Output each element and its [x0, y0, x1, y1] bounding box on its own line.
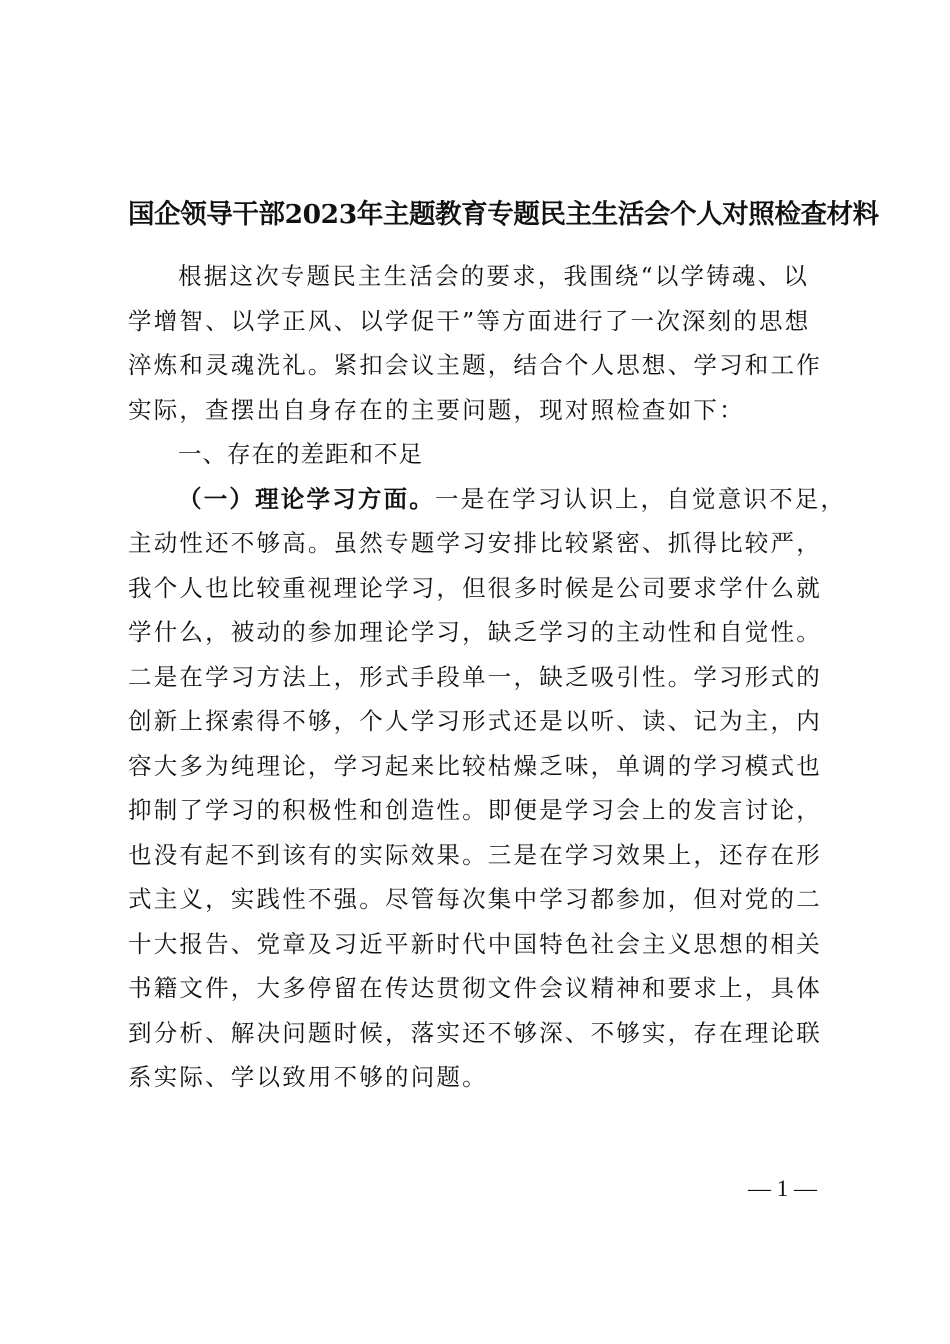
body-line: 十大报告、党章及习近平新时代中国特色社会主义思想的相关 — [128, 929, 822, 958]
body-line: 抑制了学习的积极性和创造性。即便是学习会上的发言讨论， — [128, 796, 822, 824]
page-number: — 1 — — [748, 1176, 817, 1201]
body-line: 我个人也比较重视理论学习，但很多时候是公司要求学什么就 — [128, 573, 822, 602]
body-line: 二是在学习方法上，形式手段单一，缺乏吸引性。学习形式的 — [128, 662, 822, 691]
body-line: 书籍文件，大多停留在传达贯彻文件会议精神和要求上，具体 — [128, 974, 822, 1002]
subsection-label: （一）理论学习方面。 — [178, 484, 435, 513]
body-line: 学什么，被动的参加理论学习，缺乏学习的主动性和自觉性。 — [128, 618, 822, 646]
document-title: 国企领导干部2023年主题教育专题民主生活会个人对照检查材料 — [128, 199, 879, 230]
body-line: 式主义，实践性不强。尽管每次集中学习都参加，但对党的二 — [128, 885, 822, 913]
intro-line: 根据这次专题民主生活会的要求，我围绕“以学铸魂、以 — [178, 262, 810, 290]
body-line: 容大多为纯理论，学习起来比较枯燥乏味，单调的学习模式也 — [128, 751, 822, 780]
body-line: 主动性还不够高。虽然专题学习安排比较紧密、抓得比较严， — [128, 529, 822, 557]
body-line: 创新上探索得不够，个人学习形式还是以听、读、记为主，内 — [128, 707, 822, 735]
body-line: 到分析、解决问题时候，落实还不够深、不够实，存在理论联 — [128, 1018, 822, 1047]
subsection-first-line — [128, 477, 847, 522]
intro-line: 学增智、以学正风、以学促干”等方面进行了一次深刻的思想 — [128, 306, 811, 335]
section-heading: 一、存在的差距和不足 — [178, 440, 423, 468]
body-line: 系实际、学以致用不够的问题。 — [128, 1063, 488, 1091]
intro-line: 淬炼和灵魂洗礼。紧扣会议主题，结合个人思想、学习和工作 — [128, 351, 822, 379]
body-line: 也没有起不到该有的实际效果。三是在学习效果上，还存在形 — [128, 840, 822, 869]
subsection-first-line-text: 一是在学习认识上，自觉意识不足， — [435, 484, 847, 513]
intro-line: 实际，查摆出自身存在的主要问题，现对照检查如下： — [128, 395, 745, 424]
document-body — [128, 254, 847, 1100]
